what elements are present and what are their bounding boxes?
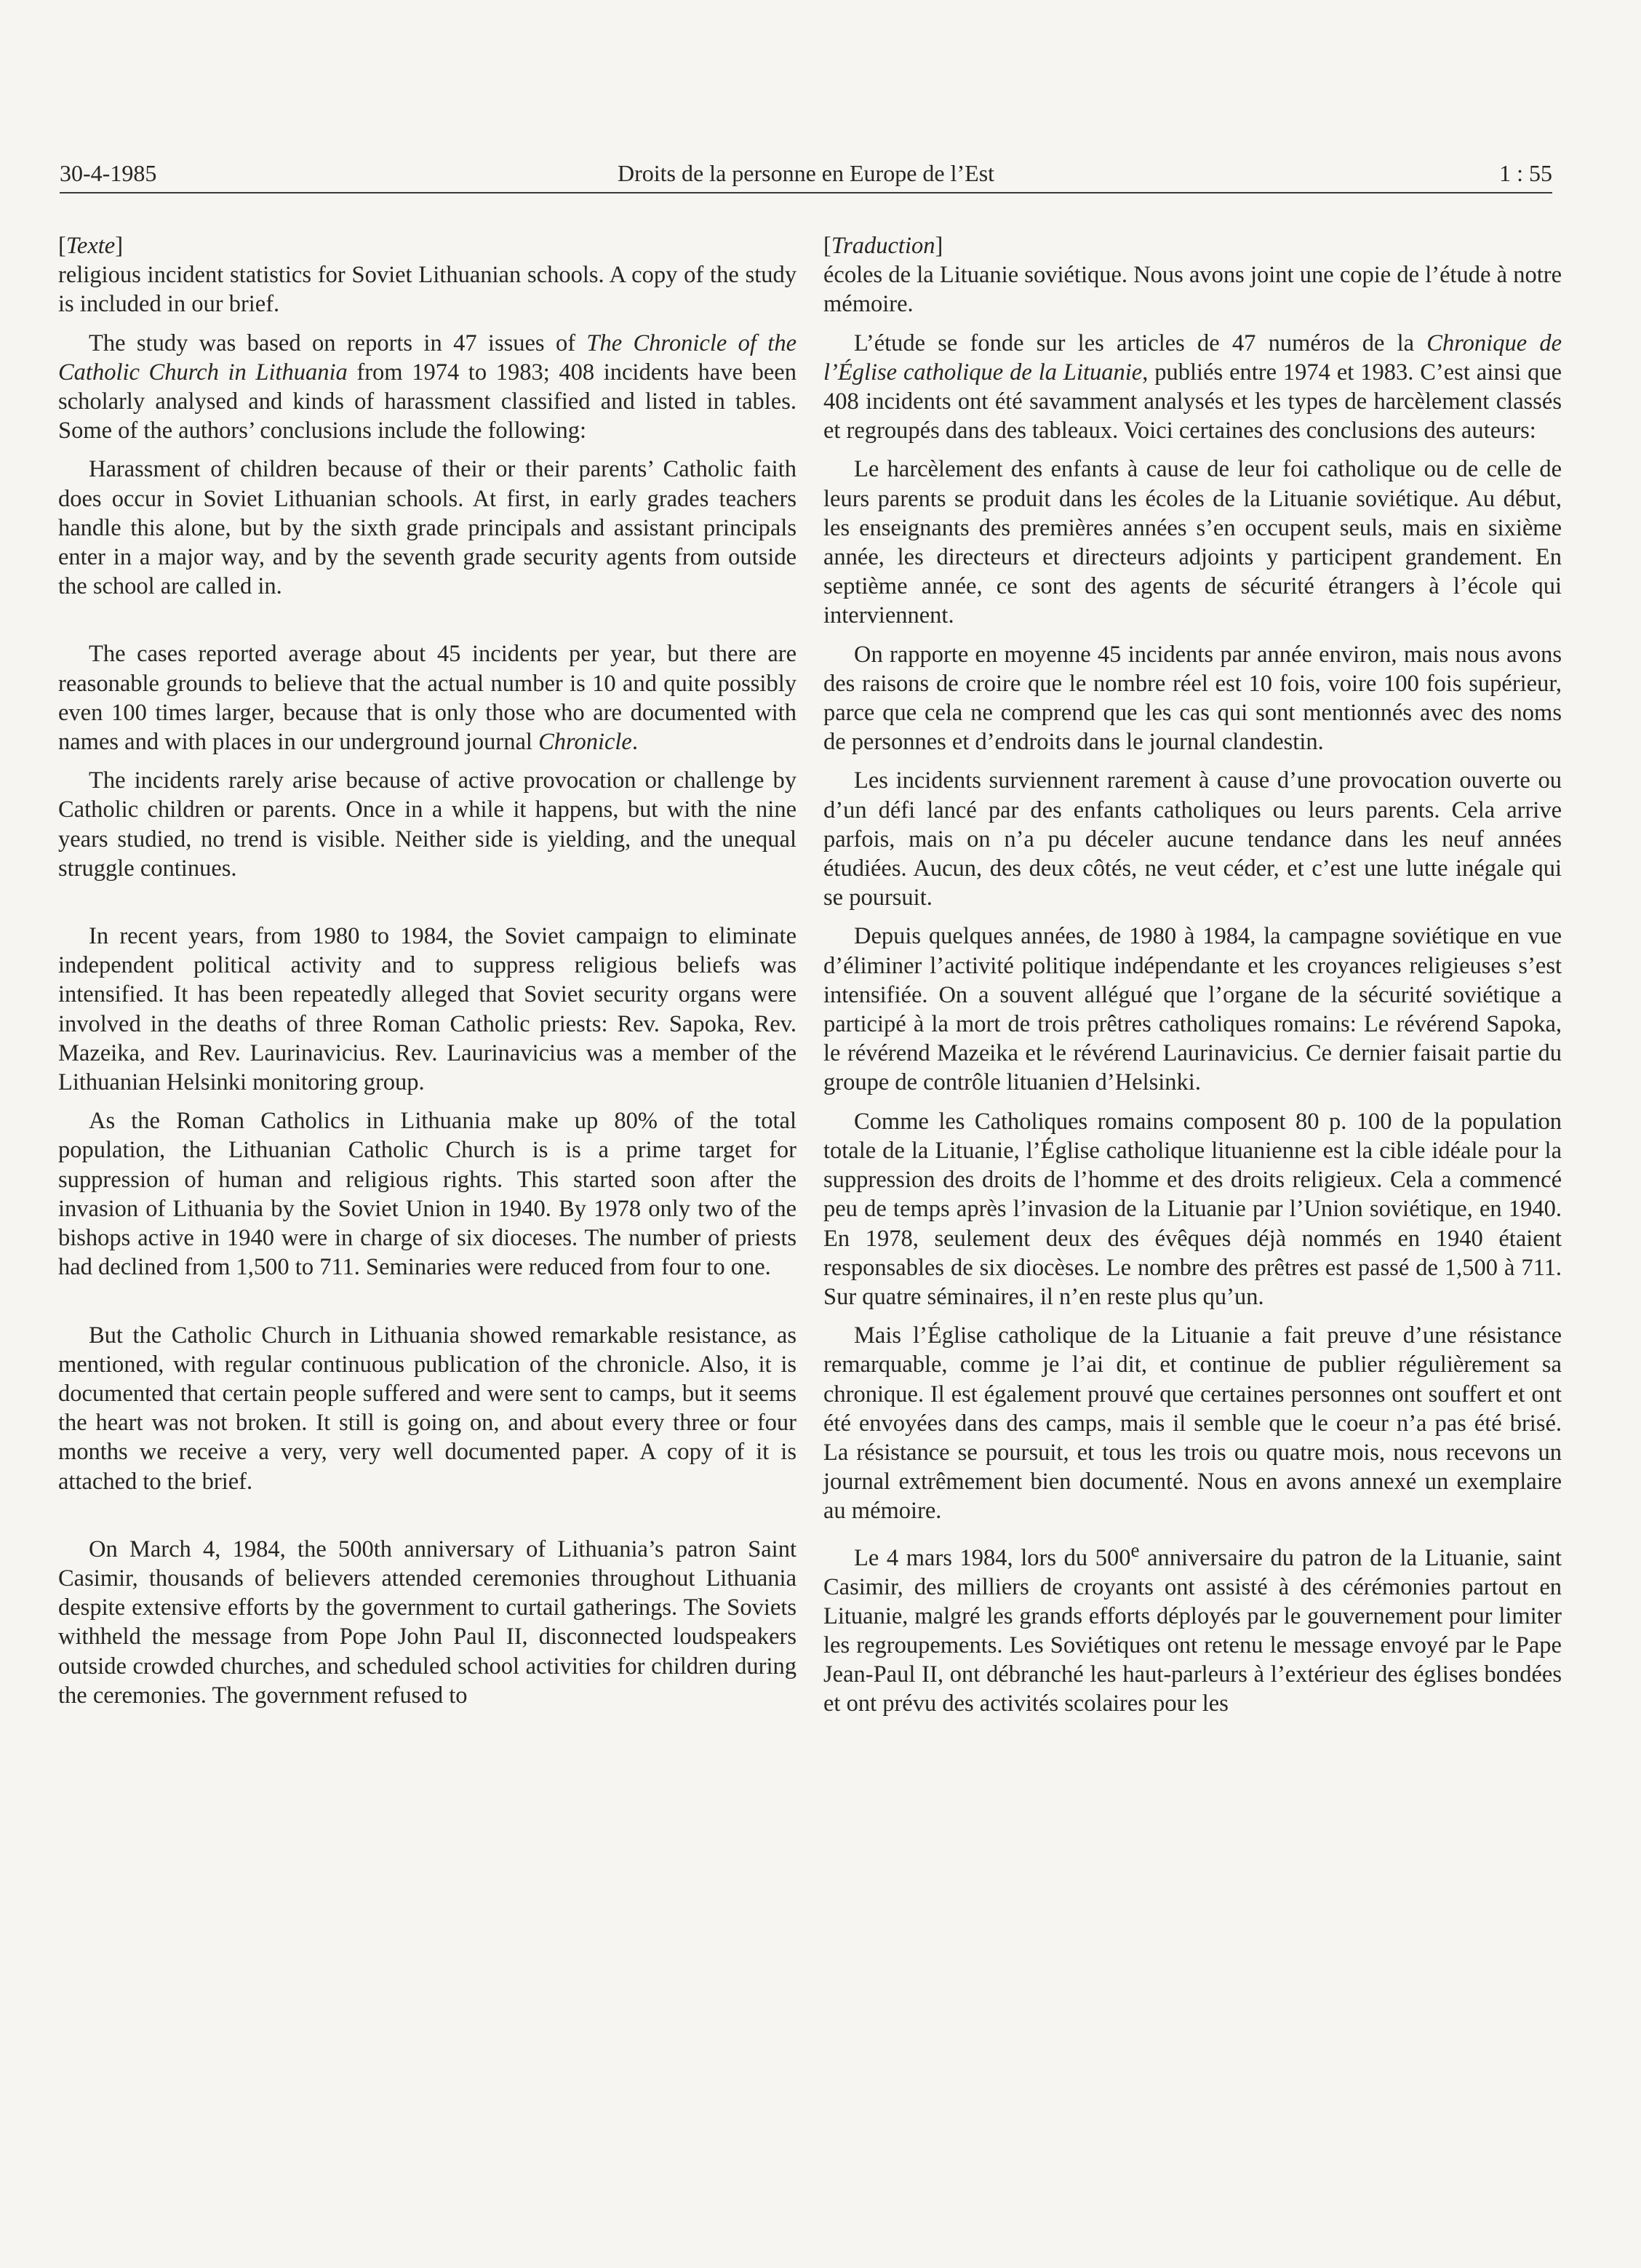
paragraph: Les incidents surviennent rarement à cause d’une provocation ouverte ou d’un défi lancé par des enfants catholiques ou leurs parents. Cela arrive parfois, mais on n’a pu déceler aucune tendance dans les neuf années étudiées. Aucun, des deux côtés, ne veut céder, et c’est une lutte inégale qui se poursuit.: [823, 767, 1562, 911]
paragraph: As the Roman Catholics in Lithuania make up 80% of the total population, the Lithuanian Catholic Church is is a prime target for suppression of human and religious rights. This started soon after the invasion of Lithuania by the Soviet Union in 1940. By 1978 only two of the bishops active in 1940 were in charge of six dioceses. The number of priests had declined from 1,500 to 711. Seminaries were reduced from four to one.: [58, 1108, 796, 1281]
column-label-texte: [Texte]: [58, 233, 124, 259]
paragraph: Depuis quelques années, de 1980 à 1984, la campagne soviétique en vue d’éliminer l’activité politique indépendante et les croyances religieuses s’est intensifiée. On a souvent allégué que l’organe de la sécurité soviétique a participé à la mort de trois prêtres catholiques romains: Le révérend Sapoka, le révérend Mazeika et le révérend Laurinavicius. Ce dernier faisait partie du groupe de contrôle lituanien d’Helsinki.: [823, 923, 1562, 1096]
paragraph: But the Catholic Church in Lithuania showed remarkable resistance, as mentioned, with regular continuous publication of the chronicle. Also, it is documented that certain people suffered and were sent to camps, but it seems the heart was not broken. It still is going on, and about every three or four months we receive a very, very well documented paper. A copy of it is attached to the brief.: [58, 1322, 796, 1495]
paragraph: Harassment of children because of their or their parents’ Catholic faith does occur in Soviet Lithuanian schools. At first, in early grades teachers handle this alone, but by the sixth grade principals and assistant principals enter in a major way, and by the seventh grade security agents from outside the school are called in.: [58, 456, 796, 600]
paragraph: Comme les Catholiques romains composent 80 p. 100 de la population totale de la Lituanie, l’Église catholique lituanienne est la cible idéale pour la suppression des droits de l’homme et des droits religieux. Cela a commencé peu de temps après l’invasion de la Lituanie par l’Union soviétique, en 1940. En 1978, seulement deux des évêques déjà nommés en 1940 étaient responsables de six diocèses. Le nombre des prêtres est passé de 1,500 à 711. Sur quatre séminaires, il n’en reste plus qu’un.: [823, 1108, 1562, 1310]
ordinal-suffix: e: [1130, 1538, 1140, 1561]
paragraph: On rapporte en moyenne 45 incidents par année environ, mais nous avons des raisons de croire que le nombre réel est 10 fois, voire 100 fois supérieur, parce que cela ne comprend que les cas qui sont mentionnés avec des noms de personnes et d’endroits dans le journal clandestin.: [823, 641, 1562, 756]
header-title: Droits de la personne en Europe de l’Est: [617, 160, 995, 186]
paragraph: Mais l’Église catholique de la Lituanie a fait preuve d’une résistance remarquable, comme je l’ai dit, et continue de publier régulièrement sa chronique. Il est également prouvé que certaines personnes ont souffert et ont été envoyées dans des camps, mais il semble que le coeur n’a pas été brisé. La résistance se poursuit, et tous les trois ou quatre mois, nous recevons un journal extrêmement bien documenté. Nous en avons annexé un exemplaire au mémoire.: [823, 1322, 1562, 1525]
paragraph: Le harcèlement des enfants à cause de leur foi catholique ou de celle de leurs parents se produit dans les écoles de la Lituanie soviétique. Au début, les enseignants des premières années s’en occupent seuls, mais en sixième année, les directeurs et directeurs adjoints y participent grandement. En septième année, ce sont des agents de sécurité étrangers à l’école qui interviennent.: [823, 456, 1562, 629]
paragraph: On March 4, 1984, the 500th anniversary of Lithuania’s patron Saint Casimir, thousands of believers attended ceremonies throughout Lithuania despite extensive efforts by the government to curtail gatherings. The Soviets withheld the message from Pope John Paul II, disconnected loudspeakers outside crowded churches, and scheduled school activities for children during the ceremonies. The government refused to: [58, 1536, 796, 1709]
french-column: [823, 231, 1562, 1719]
header-rule: [60, 192, 1552, 193]
header-page-number: 1 : 55: [1499, 160, 1552, 186]
paragraph: The cases reported average about 45 incidents per year, but there are reasonable grounds to believe that the actual number is 10 and quite possibly even 100 times larger, because that is only those who are documented with names and with places in our underground journal Chronicle.: [58, 641, 796, 756]
journal-title: The Chronicle of the Catholic Church in Lithuania: [58, 330, 796, 386]
paragraph: Le 4 mars 1984, lors du 500e anniversaire du patron de la Lituanie, saint Casimir, des milliers de croyants ont assisté à des cérémonies partout en Lituanie, malgré les grands efforts déployés par le gouvernement pour limiter les regroupements. Les Soviétiques ont retenu le message envoyé par le Pape Jean-Paul II, ont débranché les haut-parleurs à l’extérieur des églises bondées et ont prévu des activités scolaires pour les: [823, 1538, 1562, 1717]
column-label-traduction: [Traduction]: [823, 233, 943, 259]
paragraph: The study was based on reports in 47 issues of The Chronicle of the Catholic Church in Lithuania from 1974 to 1983; 408 incidents have been scholarly analysed and kinds of harassment classified and listed in tables. Some of the authors’ conclusions include the following:: [58, 330, 796, 444]
journal-title: Chronique de l’Église catholique de la Lituanie: [823, 330, 1562, 386]
header-date: 30-4-1985: [60, 160, 157, 186]
paragraph: religious incident statistics for Soviet Lithuanian schools. A copy of the study is included in our brief.: [58, 262, 796, 318]
paragraph: L’étude se fonde sur les articles de 47 numéros de la Chronique de l’Église catholique de la Lituanie, publiés entre 1974 et 1983. C’est ainsi que 408 incidents ont été savamment analysés et les types de harcèlement classés et regroupés dans des tableaux. Voici certaines des conclusions des auteurs:: [823, 330, 1562, 444]
journal-title: Chronicle: [538, 729, 632, 756]
paragraph: In recent years, from 1980 to 1984, the Soviet campaign to eliminate independent political activity and to suppress religious beliefs was intensified. It has been repeatedly alleged that Soviet security organs were involved in the deaths of three Roman Catholic priests: Rev. Sapoka, Rev. Mazeika, and Rev. Laurinavicius. Rev. Laurinavicius was a member of the Lithuanian Helsinki monitoring group.: [58, 923, 796, 1096]
paragraph: The incidents rarely arise because of active provocation or challenge by Catholic children or parents. Once in a while it happens, but with the nine years studied, no trend is visible. Neither side is yielding, and the unequal struggle continues.: [58, 767, 796, 882]
paragraph: écoles de la Lituanie soviétique. Nous avons joint une copie de l’étude à notre mémoire.: [823, 262, 1562, 318]
english-column: [58, 231, 796, 1710]
